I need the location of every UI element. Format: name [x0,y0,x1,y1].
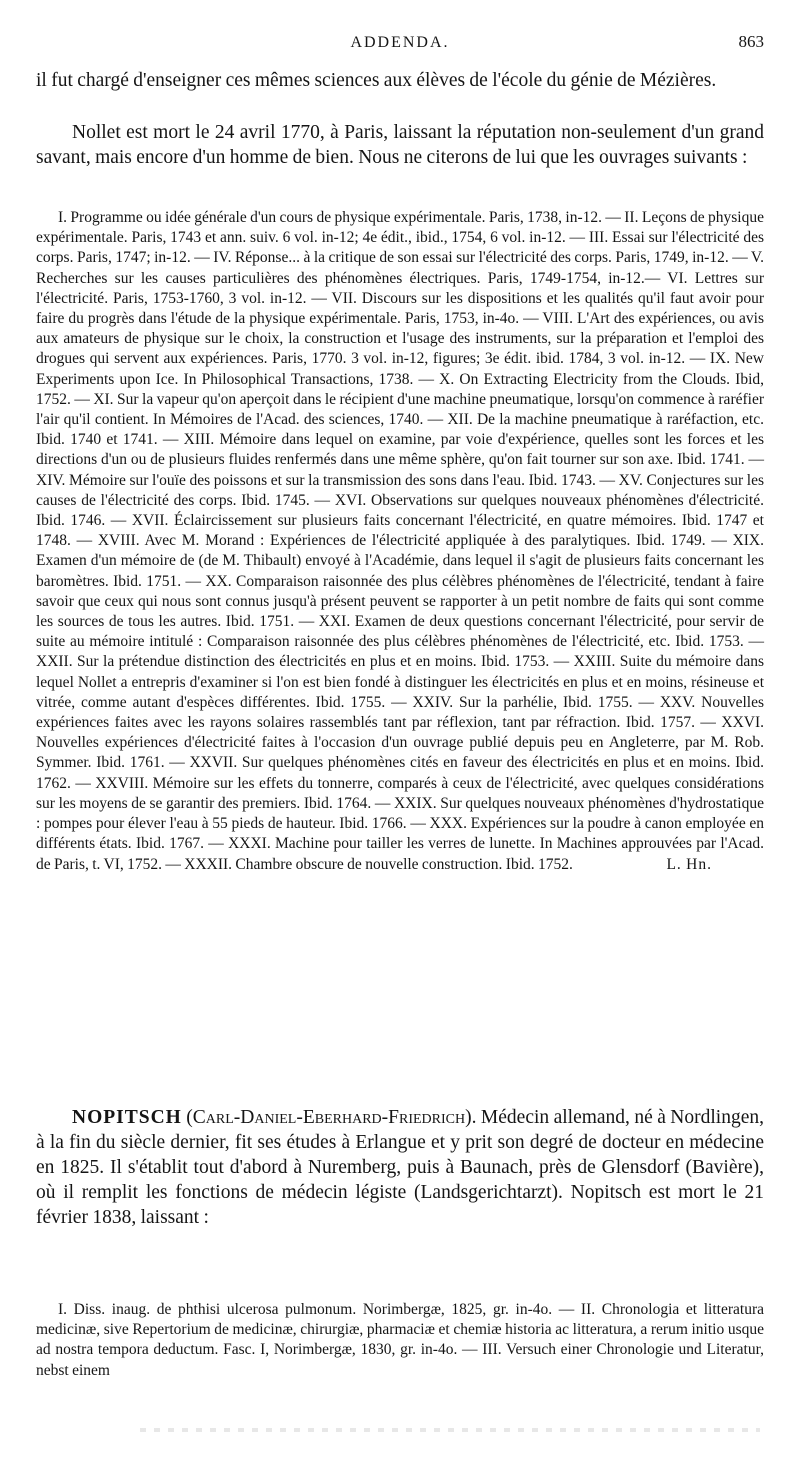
page-header [0,32,800,58]
page-number: 863 [738,32,764,51]
nopitsch-entry [36,1105,764,1230]
nollet-paragraph-1: il fut chargé d'enseigner ces mêmes sciences aux élèves de l'école du génie de Mézières. [36,70,717,91]
nollet-works-text: I. Programme ou idée générale d'un cours de physique expérimentale. Paris, 1738, in-12. — II. Leçons de physique expérimentale. Paris, 1743 et ann. suiv. 6 vol. in-12; 4e édit., ibid., 1754, 6 vol. in-12. — III. Essai sur l'électricité des corps. Paris, 1747; in-12. — IV. Réponse... à la critique de son essai sur l'électricité des corps. Paris, 1749, in-12. — V. Recherches sur les causes particulières des phénomènes électriques. Paris, 1749-1754, in-12.— VI. Lettres sur l'électricité. Paris, 1753-1760, 3 vol. in-12. — VII. Discours sur les dispositions et les qualités qu'il faut avoir pour faire du progrès dans l'étude de la physique expérimentale. Paris, 1753, in-4o. — VIII. L'Art des expériences, ou avis aux amateurs de physique sur le choix, la construction et l'usage des instruments, sur la préparation et l'emploi des drogues qui servent aux expériences. Paris, 1770. 3 vol. in-12, figures; 3e édit. ibid. 1784, 3 vol. in-12. — IX. New Experiments upon Ice. In Philosophical Transactions, 1738. — X. On Extracting Electricity from the Clouds. Ibid, 1752. — XI. Sur la vapeur qu'on aperçoit dans le récipient d'une machine pneumatique, lorsqu'on commence à raréfier l'air qu'il contient. In Mémoires de l'Acad. des sciences, 1740. — XII. De la machine pneumatique à raréfaction, etc. Ibid. 1740 et 1741. — XIII. Mémoire dans lequel on examine, par voie d'expérience, quelles sont les forces et les directions d'un ou de plusieurs fluides renfermés dans une même sphère, qu'on fait tourner sur son axe. Ibid. 1741. — XIV. Mémoire sur l'ouïe des poissons et sur la transmission des sons dans l'eau. Ibid. 1743. — XV. Conjectures sur les causes de l'électricité des corps. Ibid. 1745. — XVI. Observations sur quelques nouveaux phénomènes d'électricité. Ibid. 1746. — XVII. Éclaircissement sur plusieurs faits concernant l'électricité, en quatre mémoires. Ibid. 1747 et 1748. — XVIII. Avec M. Morand : Expériences de l'électricité appliquée à des paralytiques. Ibid. 1749. — XIX. Examen d'un mémoire de (de M. Thibault) envoyé à l'Académie, dans lequel il s'agit de plusieurs faits concernant les baromètres. Ibid. 1751. — XX. Comparaison raisonnée des plus célèbres phénomènes de l'électricité, tendant à faire savoir que ceux qui nous sont connus jusqu'à présent peuvent se rapporter à un petit nombre de faits qui sont comme les sources de tous les autres. Ibid. 1751. — XXI. Examen de deux questions concernant l'électricité, pour servir de suite au mémoire intitulé : Comparaison raisonnée des plus célèbres phénomènes de l'électricité, etc. Ibid. 1753. — XXII. Sur la prétendue distinction des électricités en plus et en moins. Ibid. 1753. — XXIII. Suite du mémoire dans lequel Nollet a entrepris d'examiner si l'on est bien fondé à distinguer les électricités en plus et en moins, résineuse et vitrée, comme autant d'espèces différentes. Ibid. 1755. — XXIV. Sur la parhélie, Ibid. 1755. — XXV. Nouvelles expériences faites avec les rayons solaires rassemblés tant par réflexion, tant par réfraction. Ibid. 1757. — XXVI. Nouvelles expériences d'électricité faites à l'occasion d'un ouvrage publié depuis peu en Angleterre, par M. Rob. Symmer. Ibid. 1761. — XXVII. Sur quelques phénomènes cités en faveur des électricités en plus et en moins. Ibid. 1762. — XXVIII. Mémoire sur les effets du tonnerre, comparés à ceux de l'électricité, avec quelques considérations sur les moyens de se garantir des premiers. Ibid. 1764. — XXIX. Sur quelques nouveaux phénomènes d'hydrostatique : pompes pour élever l'eau à 55 pieds de hauteur. Ibid. 1766. — XXX. Expériences sur la poudre à canon employée en différents états. Ibid. 1767. — XXXI. Machine pour tailler les verres de lunette. In Machines approuvées par l'Acad. de Paris, t. VI, 1752. — XXXII. Chambre obscure de nouvelle construction. Ibid. 1752. [36,209,764,873]
bottom-margin-smudge [140,1428,760,1432]
author-signature: L. Hn. [666,855,712,873]
nollet-biography-end [36,68,764,93]
entry-headword: NOPITSCH [72,1107,182,1128]
nollet-death-paragraph-block [36,120,764,170]
nopitsch-bibliography [36,1300,764,1381]
nollet-works-list [36,208,764,875]
nollet-bibliography [36,208,764,875]
nollet-paragraph-2: Nollet est mort le 24 avril 1770, à Paris, laissant la réputation non-seulement d'un grand savant, mais encore d'un homme de bien. Nous ne citerons de lui que les ouvrages suivants : [36,122,764,168]
entry-bio-text: Médecin allemand, né à Nordlingen, à la fin du siècle dernier, fit ses études à Erlangue et y prit son degré de docteur en médecine en 1825. Il s'établit tout d'abord à Nuremberg, puis à Baunach, près de Glensdorf (Bavière), où il remplit les fonctions de médecin légiste (Landsgerichtarzt). Nopitsch est mort le 21 février 1838, laissant : [36,1107,764,1228]
nopitsch-works-list: I. Diss. inaug. de phthisi ulcerosa pulmonum. Norimbergæ, 1825, gr. in-4o. — II. Chronologia et litteratura medicinæ, sive Repertorium de medicinæ, chirurgiæ, pharmaciæ et chemiæ historia ac litteratura, a rerum initio usque ad nostra tempora deductum. Fasc. I, Norimbergæ, 1830, gr. in-4o. — III. Versuch einer Chronologie und Literatur, nebst einem [36,1301,764,1379]
running-title: ADDENDA. [350,34,450,51]
nopitsch-biography [36,1105,764,1230]
entry-full-names: (Carl-Daniel-Eberhard-Friedrich). [186,1107,477,1128]
